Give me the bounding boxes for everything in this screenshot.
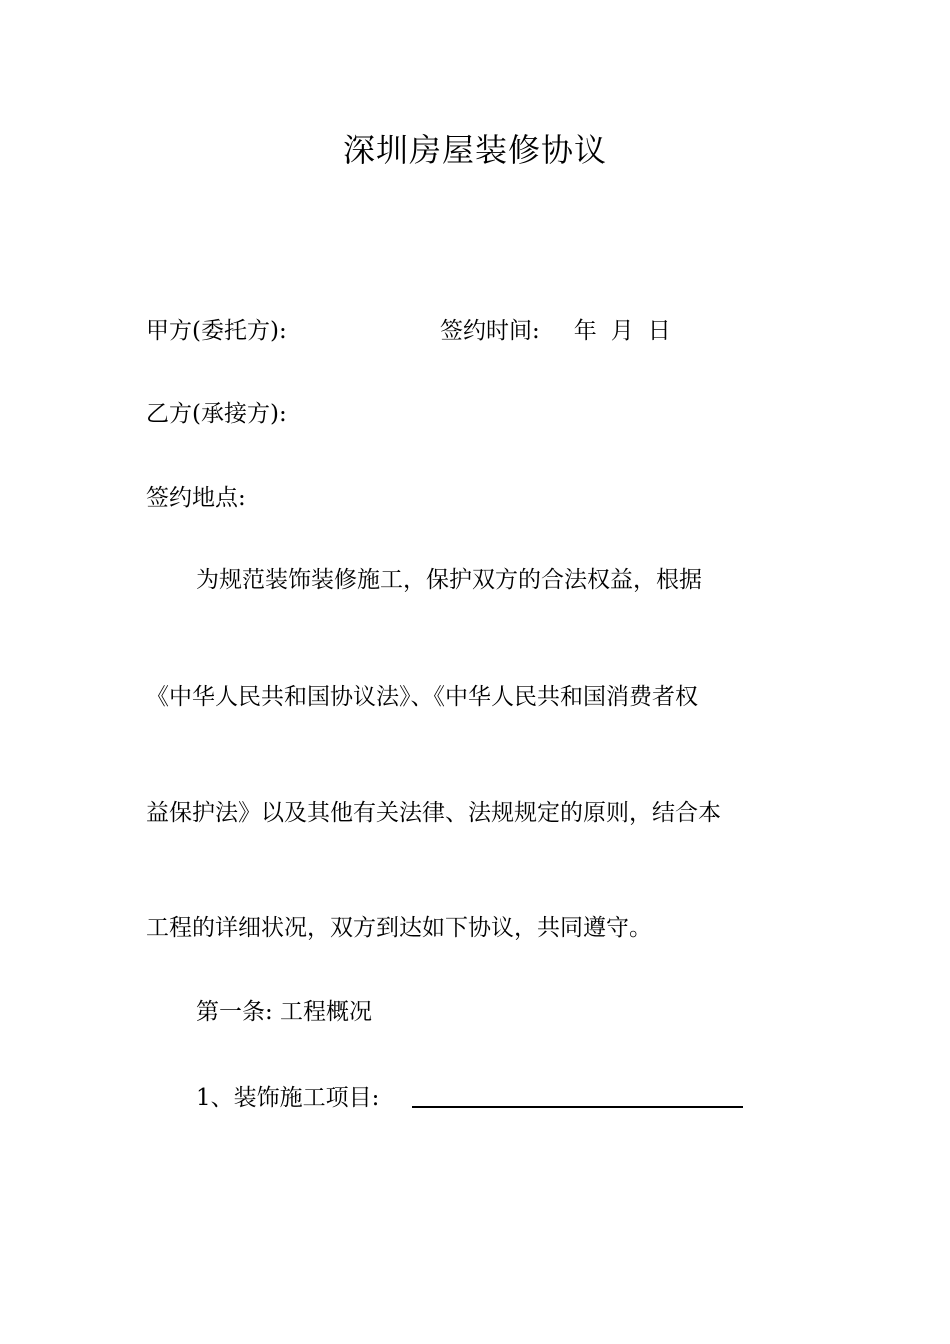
preamble-line-2: 《中华人民共和国协议法》、《中华人民共和国消费者权 — [146, 684, 698, 710]
item-1-fill-line — [412, 1106, 743, 1108]
document-title: 深圳房屋装修协议 — [342, 131, 607, 169]
preamble-line-3: 益保护法》以及其他有关法律、法规规定的原则，结合本 — [146, 800, 721, 826]
party-a-label: 甲方(委托方): — [146, 318, 287, 344]
sign-time-label: 签约时间: — [440, 318, 540, 344]
item-1-label: 1、装饰施工项目: — [196, 1085, 380, 1111]
date-month: 月 — [610, 318, 634, 344]
date-year: 年 — [573, 318, 597, 344]
sign-time-row — [440, 315, 671, 347]
date-day: 日 — [647, 318, 671, 344]
article-1-heading: 第一条: 工程概况 — [196, 999, 373, 1025]
preamble-line-1: 为规范装饰装修施工，保护双方的合法权益，根据 — [196, 567, 702, 593]
preamble-line-4: 工程的详细状况，双方到达如下协议，共同遵守。 — [146, 915, 652, 941]
party-b-label: 乙方(承接方): — [146, 401, 287, 427]
sign-place-label: 签约地点: — [146, 485, 246, 511]
